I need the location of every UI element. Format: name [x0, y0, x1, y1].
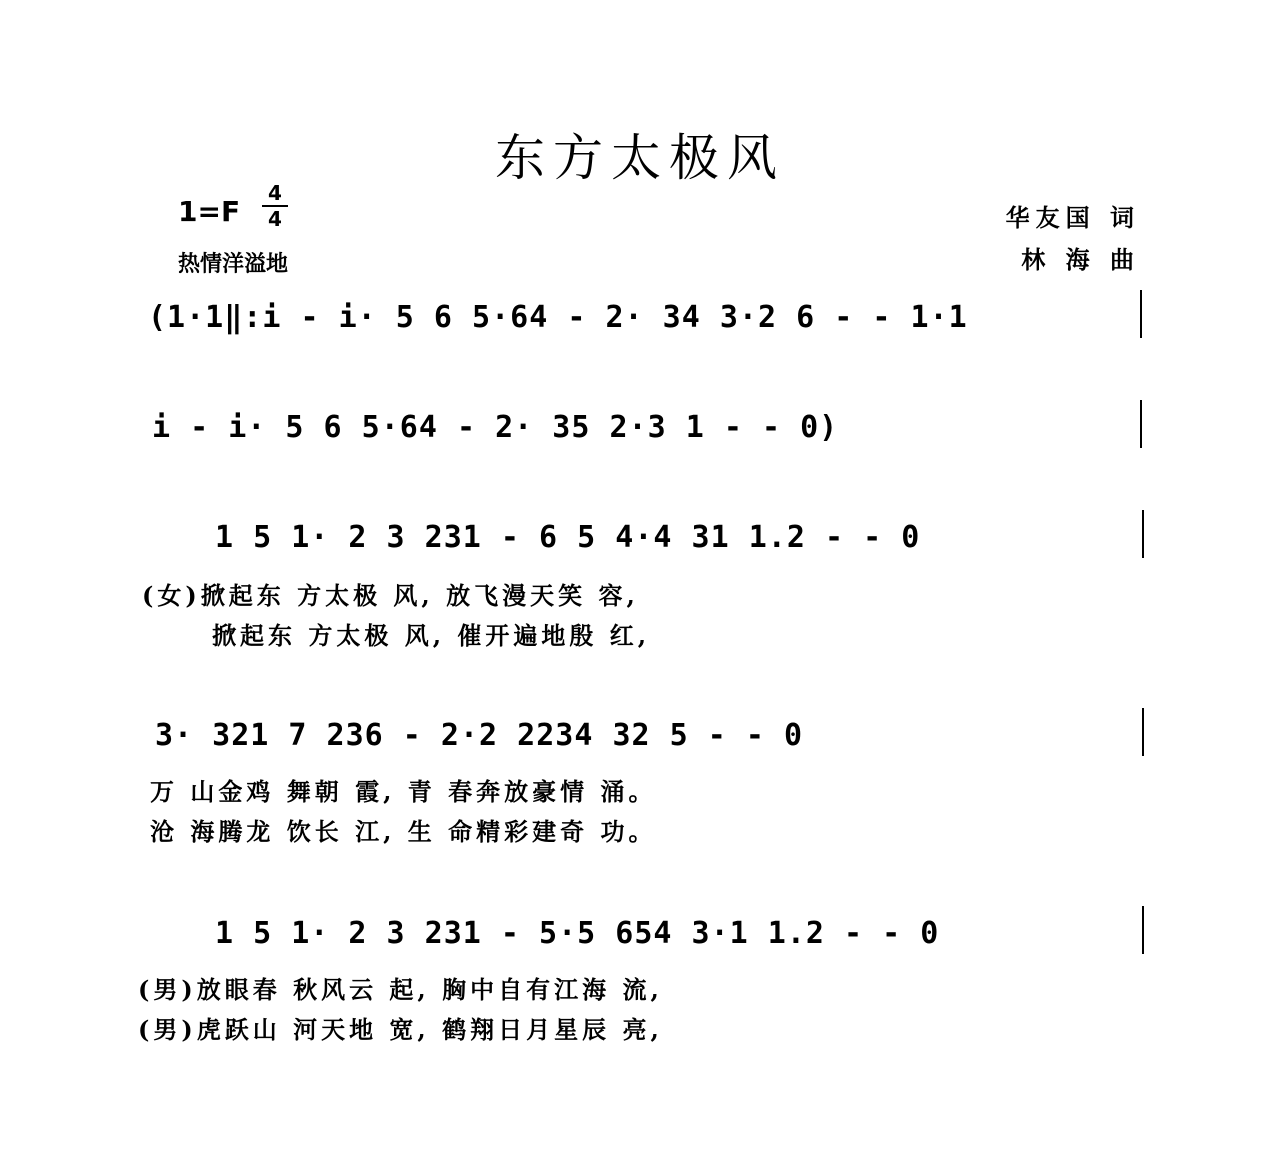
time-signature	[262, 182, 288, 230]
notation-row-2: i - i· 5 6 5·64 - 2· 35 2·3 1 - - 0)	[152, 410, 839, 445]
tempo-marking: 热情洋溢地	[178, 252, 289, 277]
notation-row-4: 3· 321 7 236 - 2·2 2234 32 5 - - 0	[155, 718, 804, 753]
composer-credit: 林 海 曲	[1021, 246, 1140, 274]
lyricist-credit: 华友国 词	[1005, 204, 1140, 232]
notation-row-5: 1 5 1· 2 3 231 - 5·5 654 3·1 1.2 - - 0	[215, 916, 940, 951]
time-bottom: 4	[268, 207, 282, 231]
lyric-verse-3-line-2: (男)虎跃山 河天地 宽, 鹤翔日月星辰 亮,	[138, 1015, 663, 1044]
key-signature: 1=F	[178, 195, 241, 228]
lyric-verse-3-line-1: (男)放眼春 秋风云 起, 胸中自有江海 流,	[138, 975, 663, 1004]
lyric-verse-2-line-2: 沧 海腾龙 饮长 江, 生 命精彩建奇 功。	[150, 817, 657, 846]
notation-row-1: (1·1‖:i - i· 5 6 5·64 - 2· 34 3·2 6 - - 1·1	[148, 300, 968, 335]
lyric-verse-1-line-1: (女)掀起东 方太极 风, 放飞漫天笑 容,	[142, 581, 639, 610]
time-top: 4	[268, 181, 282, 205]
lyric-verse-2-line-1: 万 山金鸡 舞朝 霞, 青 春奔放豪情 涌。	[150, 777, 657, 806]
lyric-verse-1-line-2: 掀起东 方太极 风, 催开遍地殷 红,	[212, 621, 651, 650]
notation-row-3: 1 5 1· 2 3 231 - 6 5 4·4 31 1.2 - - 0	[215, 520, 921, 555]
song-title: 东方太极风	[495, 129, 785, 187]
